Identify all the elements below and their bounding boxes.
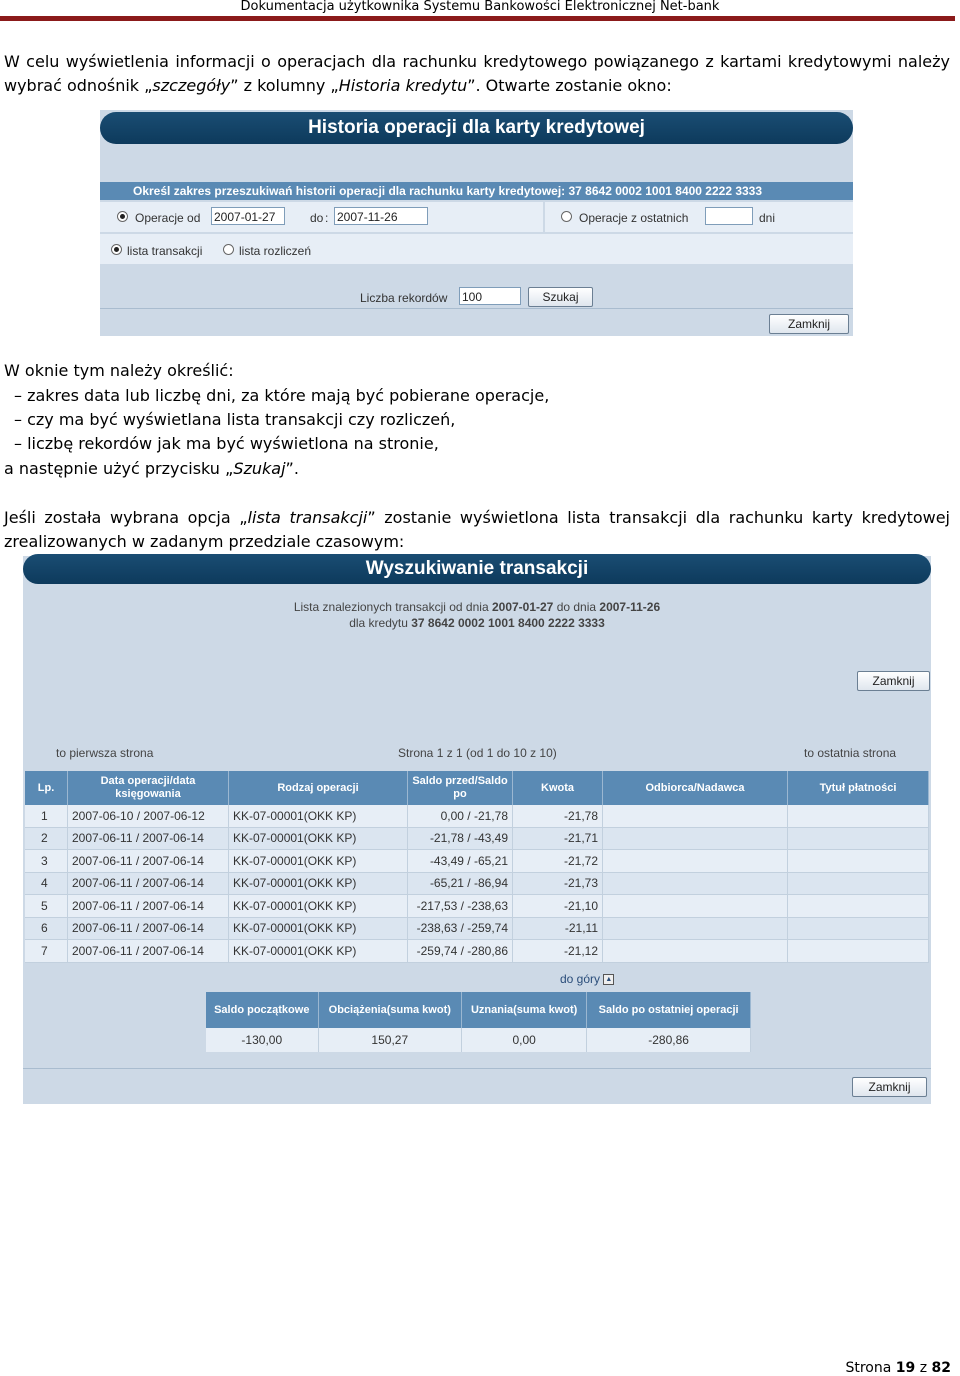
to-top-link[interactable]: do góry ▲ [560,972,614,986]
close-button-bottom[interactable]: Zamknij [852,1077,927,1097]
col-type: Rodzaj operacji [229,771,408,805]
ops-last-radio[interactable] [561,211,572,222]
table-row [25,872,929,895]
cell-saldo: -65,21 / -86,94 [408,872,513,895]
history-window-screenshot: Historia operacji dla karty kredytowej Określ zakres przeszukiwań historii operacji dla rachunku karty kredytowej: 37 8642 0002 1001 8400 2222 3333 Operacje od 2007-01-27 do : 2007-11-26 Operacje z ostatnich dni lista transakcji lista rozliczeń Liczba rekordów 100 Szukaj Zamknij [100,110,853,336]
search-window-title: Wyszukiwanie transakcji [23,554,931,584]
cell-title [788,805,929,827]
cell-recipient [603,805,788,827]
settlements-radio[interactable] [223,244,234,255]
cell-saldo: -21,78 / -43,49 [408,827,513,850]
sum-col-start: Saldo początkowe [206,992,318,1028]
cell-lp: 1 [25,805,68,827]
transactions-radio[interactable] [111,244,122,255]
table-row [25,917,929,940]
sum-col-debits: Obciążenia(suma kwot) [318,992,461,1028]
cell-type: KK-07-00001(OKK KP) [229,940,408,963]
intro-line-2: wybrać odnośnik „szczegóły” z kolumny „Historia kredytu”. Otwarte zostanie okno: [4,76,672,95]
table-row [25,827,929,850]
cell-type: KK-07-00001(OKK KP) [229,805,408,827]
instruction-item: – liczbę rekordów jak ma być wyświetlona na stronie, [14,434,439,453]
transactions-label: lista transakcji [127,244,203,258]
cell-lp: 3 [25,850,68,873]
cell-type: KK-07-00001(OKK KP) [229,895,408,918]
cell-saldo: -259,74 / -280,86 [408,940,513,963]
header-rule [0,16,955,21]
cell-lp: 6 [25,917,68,940]
ops-from-radio[interactable] [117,211,128,222]
table-header-row [25,771,929,805]
cell-date: 2007-06-11 / 2007-06-14 [68,827,229,850]
cell-kwota: -21,73 [513,872,603,895]
days-input[interactable] [705,207,753,225]
transactions-table [25,771,929,963]
page-info: Strona 1 z 1 (od 1 do 10 z 10) [398,746,557,760]
summary-row [206,1028,751,1052]
cell-recipient [603,872,788,895]
sum-col-end: Saldo po ostatniej operacji [587,992,751,1028]
cell-title [788,827,929,850]
cell-recipient [603,940,788,963]
list-type-row [100,234,853,264]
table-row [25,805,929,827]
cell-lp: 4 [25,872,68,895]
history-window-title: Historia operacji dla karty kredytowej [100,112,853,144]
instructions-intro: W oknie tym należy określić: [4,361,234,380]
cell-kwota: -21,71 [513,827,603,850]
to-label: do [310,211,324,225]
instruction-item: – czy ma być wyświetlana lista transakcji czy rozliczeń, [14,410,456,429]
instruction-item: – zakres data lub liczbę dni, za które mają być pobierane operacje, [14,386,550,405]
page-number: Strona 19 z 82 [845,1360,951,1376]
cell-recipient [603,917,788,940]
summary-table [206,992,751,1052]
cell-saldo: 0,00 / -21,78 [408,805,513,827]
search-button[interactable]: Szukaj [528,287,593,307]
table-row [25,940,929,963]
cell-kwota: -21,72 [513,850,603,873]
cell-kwota: -21,11 [513,917,603,940]
sum-debits-value: 150,27 [318,1028,461,1052]
cell-title [788,850,929,873]
sum-col-credits: Uznania(suma kwot) [462,992,587,1028]
cell-recipient [603,850,788,873]
cell-date: 2007-06-11 / 2007-06-14 [68,895,229,918]
page-header: Dokumentacja użytkownika Systemu Bankowości Elektronicznej Net-bank [240,0,720,14]
cell-date: 2007-06-10 / 2007-06-12 [68,805,229,827]
last-page-link[interactable]: to ostatnia strona [804,746,897,760]
cell-title [788,872,929,895]
cell-type: KK-07-00001(OKK KP) [229,872,408,895]
records-input[interactable]: 100 [459,287,521,305]
cell-lp: 5 [25,895,68,918]
cell-type: KK-07-00001(OKK KP) [229,827,408,850]
close-button[interactable]: Zamknij [769,314,849,334]
cell-kwota: -21,10 [513,895,603,918]
cell-type: KK-07-00001(OKK KP) [229,850,408,873]
cell-kwota: -21,12 [513,940,603,963]
info-line-2: dla kredytu 37 8642 0002 1001 8400 2222 3333 [349,616,605,630]
arrow-up-icon: ▲ [603,974,614,985]
col-saldo: Saldo przed/Saldo po [408,771,513,805]
table-row [25,850,929,873]
instructions-outro: a następnie użyć przycisku „Szukaj”. [4,459,299,478]
ops-last-label: Operacje z ostatnich [579,211,689,225]
ops-from-label: Operacje od [135,211,201,225]
date-from-input[interactable]: 2007-01-27 [211,207,285,225]
sum-start-value: -130,00 [206,1028,318,1052]
cell-date: 2007-06-11 / 2007-06-14 [68,917,229,940]
cell-recipient [603,827,788,850]
cell-title [788,895,929,918]
close-button-top[interactable]: Zamknij [857,671,930,691]
search-window-screenshot [23,556,931,1104]
col-kwota: Kwota [513,771,603,805]
col-title: Tytuł płatności [788,771,929,805]
cell-title [788,917,929,940]
cell-recipient [603,895,788,918]
para2-line-1: Jeśli została wybrana opcja „lista transakcji” zostanie wyświetlona lista transakcji dla rachunku karty kredytowej [4,508,951,527]
para2-line-2: zrealizowanych w zadanym przedziale czasowym: [4,532,405,551]
days-label: dni [759,211,776,225]
col-lp: Lp. [25,771,68,805]
cell-date: 2007-06-11 / 2007-06-14 [68,850,229,873]
range-header: Określ zakres przeszukiwań historii operacji dla rachunku karty kredytowej: 37 8642 0002 1001 8400 2222 3333 [100,182,853,200]
cell-date: 2007-06-11 / 2007-06-14 [68,940,229,963]
first-page-link[interactable]: to pierwsza strona [56,746,154,760]
table-row [25,895,929,918]
date-to-input[interactable]: 2007-11-26 [334,207,428,225]
cell-date: 2007-06-11 / 2007-06-14 [68,872,229,895]
cell-type: KK-07-00001(OKK KP) [229,917,408,940]
sum-end-value: -280,86 [587,1028,751,1052]
intro-line-1: W celu wyświetlenia informacji o operacjach dla rachunku kredytowego powiązanego z kartami kredytowymi należy [4,52,950,71]
cell-kwota: -21,78 [513,805,603,827]
cell-saldo: -238,63 / -259,74 [408,917,513,940]
cell-saldo: -43,49 / -65,21 [408,850,513,873]
info-line-1: Lista znalezionych transakcji od dnia 2007-01-27 do dnia 2007-11-26 [293,600,661,614]
cell-lp: 2 [25,827,68,850]
col-date: Data operacji/data księgowania [68,771,229,805]
records-label: Liczba rekordów [360,291,448,305]
cell-lp: 7 [25,940,68,963]
settlements-label: lista rozliczeń [239,244,312,258]
cell-saldo: -217,53 / -238,63 [408,895,513,918]
cell-title [788,940,929,963]
col-recipient: Odbiorca/Nadawca [603,771,788,805]
sum-credits-value: 0,00 [462,1028,587,1052]
